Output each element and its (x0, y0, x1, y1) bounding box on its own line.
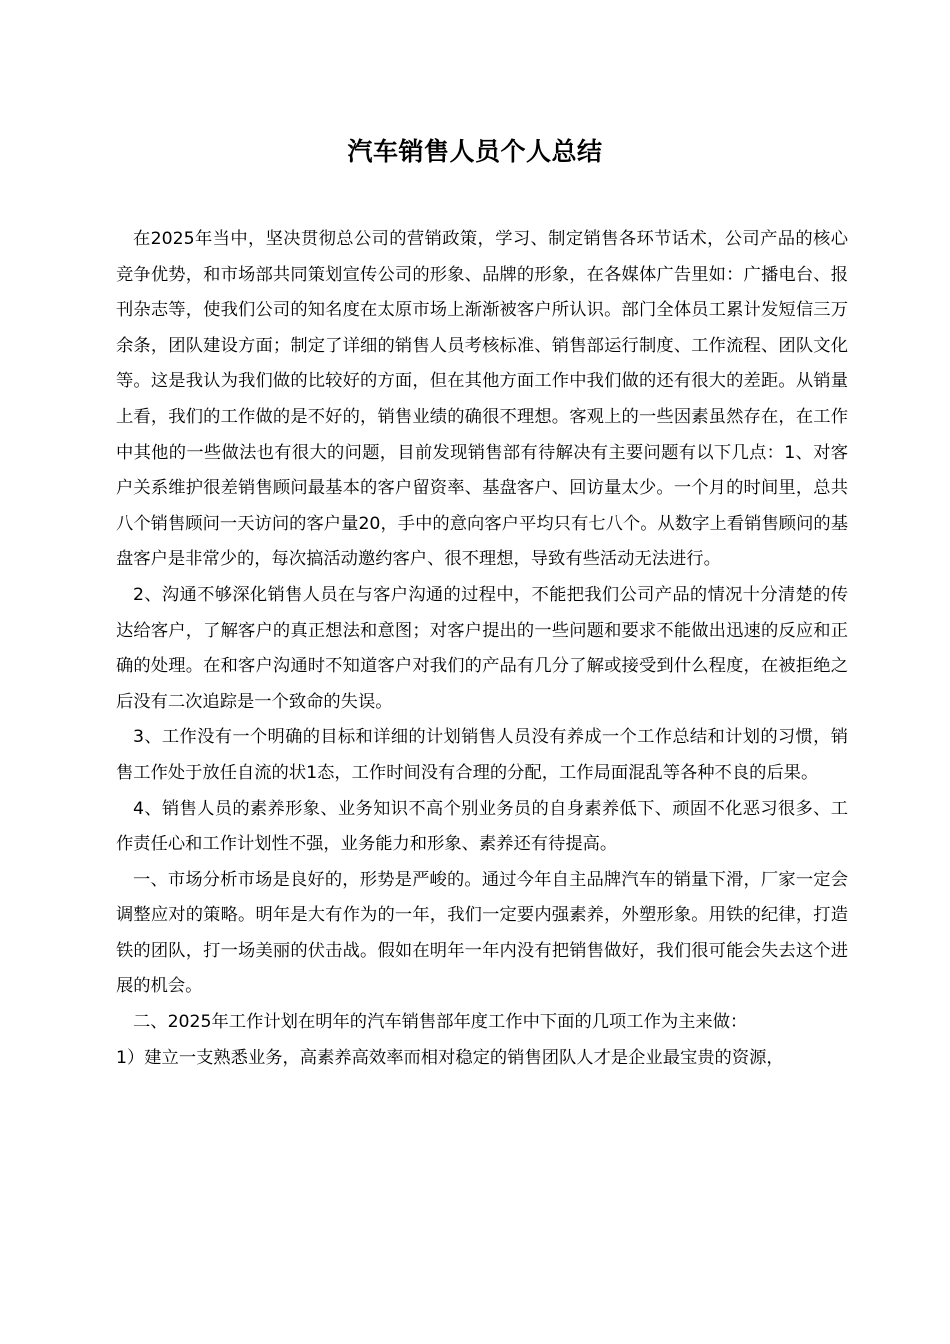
paragraph-6: 二、2025年工作计划在明年的汽车销售部年度工作中下面的几项工作为主来做： (133, 1012, 748, 1033)
paragraph-1: 在2025年当中，坚决贯彻总公司的营销政策，学习、制定销售各环节话术，公司产品的核心竞争优势，和市场部共同策划宣传公司的形象、品牌的形象，在各媒体广告里如：广播电台、报刊杂志等，使我们公司的知名度在太原市场上渐渐被客户所认识。部门全体员工累计发短信三万余条，团队建设方面；制定了详细的销售人员考核标准、销售部运行制度、工作流程、团队文化等。这是我认为我们做的比较好的方面，但在其他方面工作中我们做的还有很大的差距。从销量上看，我们的工作做的是不好的，销售业绩的确很不理想。客观上的一些因素虽然存在，在工作中其他的一些做法也有很大的问题，目前发现销售部有待解决有主要问题有以下几点：1、对客户关系维护很差销售顾问最基本的客户留资率、基盘客户、回访量太少。一个月的时间里，总共八个销售顾问一天访问的客户量20，手中的意向客户平均只有七八个。从数字上看销售顾问的基盘客户是非常少的，每次搞活动邀约客户、很不理想，导致有些活动无法进行。 (116, 229, 848, 570)
paragraph-5: 一、市场分析市场是良好的，形势是严峻的。通过今年自主品牌汽车的销量下滑，厂家一定会调整应对的策略。明年是大有作为的一年，我们一定要内强素养，外塑形象。用铁的纪律，打造铁的团队，打一场美丽的伏击战。假如在明年一年内没有把销售做好，我们很可能会失去这个进展的机会。 (116, 869, 848, 997)
paragraph-3: 3、工作没有一个明确的目标和详细的计划销售人员没有养成一个工作总结和计划的习惯，销售工作处于放任自流的状1态，工作时间没有合理的分配，工作局面混乱等各种不良的后果。 (116, 727, 848, 783)
document-title: 汽车销售人员个人总结 (347, 137, 603, 166)
paragraph-4: 4、销售人员的素养形象、业务知识不高个别业务员的自身素养低下、顽固不化恶习很多、工作责任心和工作计划性不强，业务能力和形象、素养还有待提高。 (116, 798, 848, 855)
paragraph-2: 2、沟通不够深化销售人员在与客户沟通的过程中，不能把我们公司产品的情况十分清楚的传达给客户，了解客户的真正想法和意图；对客户提出的一些问题和要求不能做出迅速的反应和正确的处理。在和客户沟通时不知道客户对我们的产品有几分了解或接受到什么程度，在被拒绝之后没有二次追踪是一个致命的失误。 (116, 584, 848, 712)
document-body (116, 222, 848, 1076)
paragraph-7: 1）建立一支熟悉业务，高素养高效率而相对稳定的销售团队人才是企业最宝贵的资源， (116, 1047, 784, 1068)
